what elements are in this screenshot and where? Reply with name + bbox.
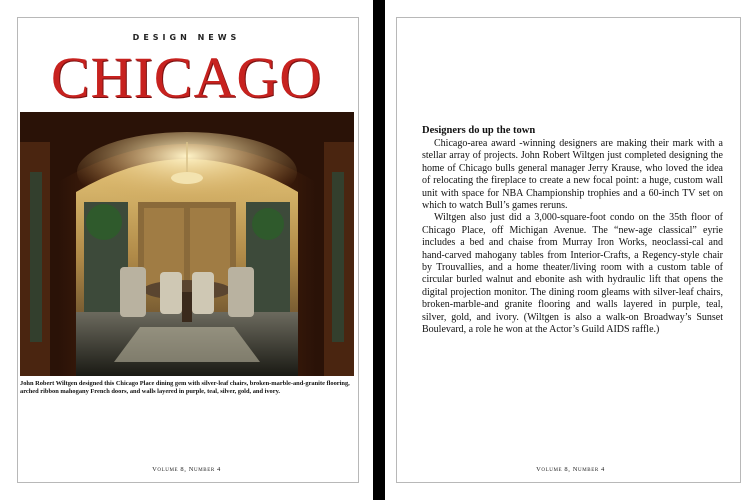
dining-room-photo [20, 112, 354, 376]
right-page [385, 0, 756, 500]
masthead-title: CHICAGO [50, 45, 323, 110]
article-paragraph: Wiltgen also just did a 3,000-square-foot condo on the 35th floor of Chicago Place, off Michigan Avenue. The “new-age classical” eyrie includes a bed and chaise from Murray Iron Works, neoclassi-cal and hand-carved mahogany tables from Interior-Crafts, a Regency-style chair by Trouvallies, and a home theater/living room with a custom table of circular burled walnut and ebonite ash with hydraulic lift that opens the digital projection monitor. The dining room gleams with silver-leaf chairs, broken-marble-and granite flooring and walls layered in purple, teal, silver, gold, and ivory. (Wiltgen is also a walk-on Broadway’s Sunset Boulevard, a role he won at the Actor’s Guild AIDS raffle.) [422, 212, 723, 336]
right-folio: Volume 8, Number 4 [536, 466, 605, 473]
article-heading: Designers do up the town [422, 125, 536, 136]
article-paragraph: Chicago-area award -winning designers are making their mark with a stellar array of projects. John Robert Wiltgen just completed designing the home of Chicago bulls general manager Jerry Krause, who loved the idea of relocating the fireplace to create a new focal point: a huge, custom wall unit with space for NBA Championship trophies and a 60-inch TV set on which to watch Bull’s games reruns. [422, 138, 723, 212]
section-kicker: DESIGN NEWS [132, 33, 241, 42]
article [422, 124, 723, 337]
photo-caption: John Robert Wiltgen designed this Chicago Place dining gem with silver-leaf chairs, broken-marble-and-granite flooring, arched ribbon mahogany French doors, and walls layered in purple, teal, silver, gold, and ivory. [20, 380, 350, 396]
left-page [0, 0, 373, 500]
left-folio: Volume 8, Number 4 [152, 466, 221, 473]
